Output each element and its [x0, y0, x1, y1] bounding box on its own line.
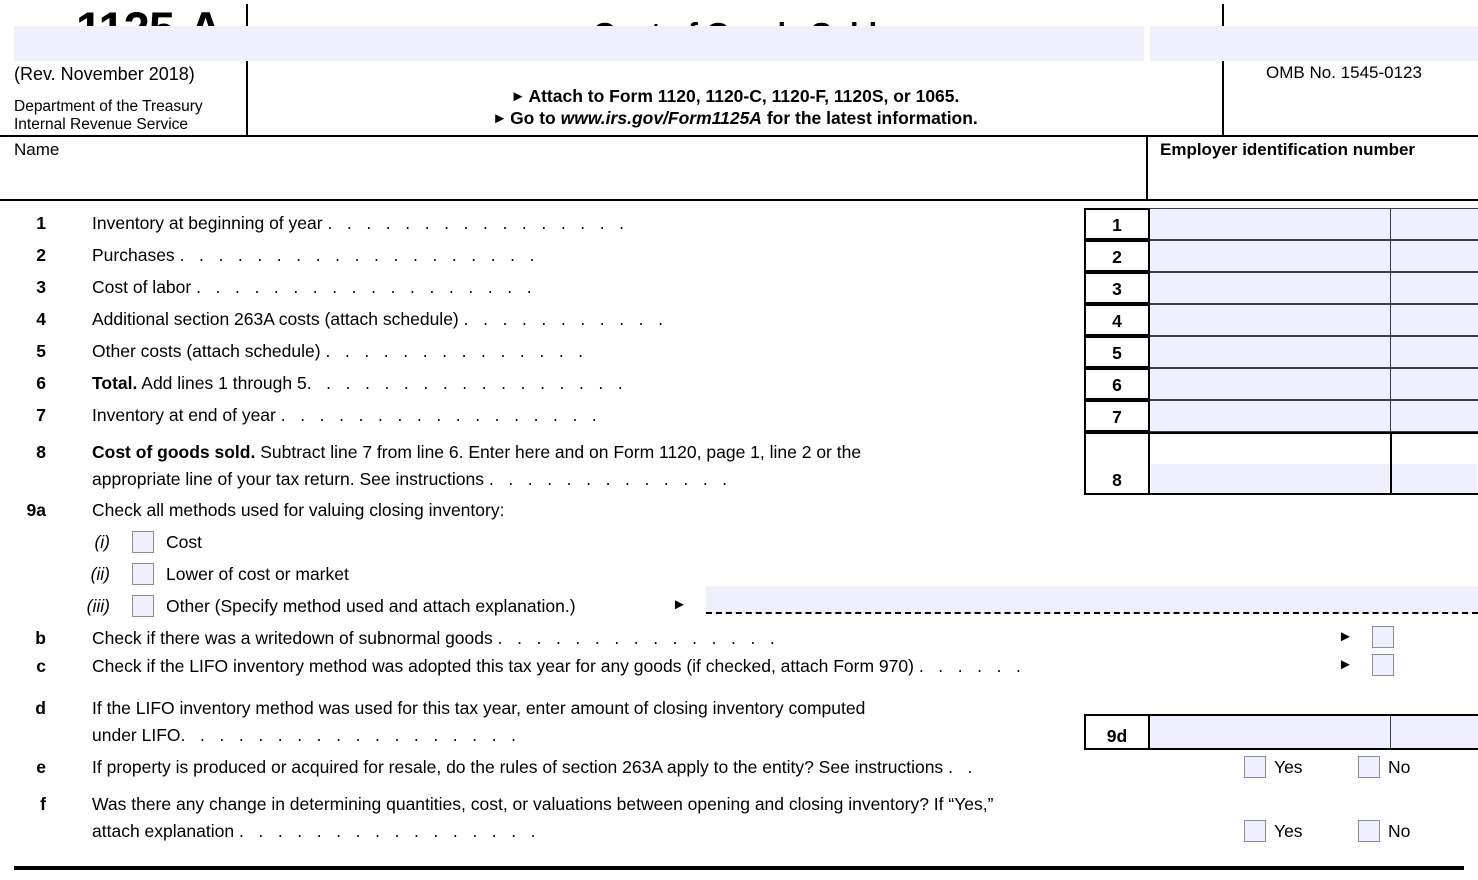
- amount-input-2[interactable]: [1150, 240, 1478, 272]
- goto-suffix: for the latest information.: [766, 108, 978, 128]
- goto-instruction: [250, 108, 1220, 129]
- amount-rownum-7: 7: [1084, 400, 1150, 432]
- line-text-2: [92, 245, 535, 266]
- department-block: [14, 98, 203, 134]
- line-number-4: 4: [36, 309, 46, 329]
- line-text-9a: Check all methods used for valuing closing inventory:: [92, 500, 505, 520]
- line-number-5: 5: [36, 341, 46, 361]
- amount-rownum-6: 6: [1084, 368, 1150, 400]
- line-label-4: Additional section 263A costs (attach schedule): [92, 309, 459, 329]
- omb-number: OMB No. 1545-0123: [1266, 63, 1422, 82]
- checkbox-263a-no[interactable]: [1358, 756, 1380, 778]
- cents-divider: [1390, 272, 1391, 304]
- amount-input-6[interactable]: [1150, 368, 1478, 400]
- checkbox-change-yes[interactable]: [1244, 820, 1266, 842]
- dot-leader: . . . . . . . . . . . . .: [488, 469, 728, 489]
- form-header: [0, 0, 1478, 137]
- line-number-9d: d: [35, 698, 46, 718]
- checkbox-other-method[interactable]: [132, 595, 154, 617]
- line-label-8-bold: Cost of goods sold.: [92, 442, 256, 462]
- line-text-9d-row2: [92, 725, 516, 746]
- amount-input-3[interactable]: [1150, 272, 1478, 304]
- line-label-1: Inventory at beginning of year: [92, 213, 323, 233]
- line-text-5: [92, 341, 583, 362]
- header-right-block: [1224, 0, 1478, 137]
- amount-rownum-9d: 9d: [1084, 714, 1150, 750]
- line-label-7: Inventory at end of year: [92, 405, 276, 425]
- line-text-9d-row1: If the LIFO inventory method was used for this tax year, enter amount of closing inventory computed: [92, 698, 866, 718]
- line-text-8-row1: [92, 442, 861, 463]
- department-line-2: Internal Revenue Service: [14, 115, 189, 133]
- dot-leader: . . . . . . . . . . . . . . . .: [327, 213, 625, 233]
- dot-leader: . . . . . . . . . . . . . . . . .: [306, 373, 623, 393]
- ein-label: Employer identification number: [1160, 140, 1416, 159]
- line-text-3: [92, 277, 532, 298]
- line-number-9e: e: [36, 757, 46, 777]
- amount-rownum-1: 1: [1084, 208, 1150, 240]
- dot-leader: . . . . . . . . . . . . . . . . .: [280, 405, 597, 425]
- dot-leader: . . . . . . . . . . . . . . . .: [238, 821, 536, 841]
- revision-date: (Rev. November 2018): [14, 64, 195, 84]
- dot-leader: . . . . . . . . . . .: [463, 309, 663, 329]
- cents-divider: [1390, 336, 1391, 368]
- line-text-9b: [92, 628, 775, 649]
- cents-divider: [1390, 240, 1391, 272]
- line-number-9a: 9a: [26, 500, 46, 520]
- ein-input[interactable]: [1150, 26, 1478, 61]
- dot-leader: . . . . . . . . . . . . . . . . . .: [196, 277, 532, 297]
- line-text-9f-row1: Was there any change in determining quantities, cost, or valuations between opening and closing inventory? If “Yes,”: [92, 794, 994, 814]
- line-number-1: 1: [36, 213, 46, 233]
- roman-label-ii: (ii): [90, 564, 110, 584]
- line-label-2: Purchases: [92, 245, 175, 265]
- checkbox-change-no[interactable]: [1358, 820, 1380, 842]
- dot-leader: . . . . . . . . . . . . . .: [325, 341, 584, 361]
- arrow-icon: ►: [1338, 656, 1353, 673]
- line-label-9c: Check if the LIFO inventory method was adopted this tax year for any goods (if checked, attach Form 970): [92, 656, 914, 676]
- dot-leader: . . . . . . . . . . . . . . . . . . .: [179, 245, 535, 265]
- arrow-icon: ►: [510, 88, 526, 105]
- checkbox-writedown-subnormal-goods[interactable]: [1372, 626, 1394, 648]
- attach-instruction-text: Attach to Form 1120, 1120-C, 1120-F, 1120S, or 1065.: [528, 86, 960, 106]
- line-text-8-row2: [92, 469, 727, 490]
- line-number-6: 6: [36, 373, 46, 393]
- dot-leader: . .: [948, 757, 973, 777]
- checkbox-label-change-no: No: [1388, 821, 1411, 841]
- line-number-9c: c: [36, 656, 46, 676]
- attach-instruction: [250, 86, 1220, 107]
- goto-url[interactable]: www.irs.gov/Form1125A: [560, 108, 762, 128]
- checkbox-263a-yes[interactable]: [1244, 756, 1266, 778]
- checkbox-label-change-yes: Yes: [1274, 821, 1303, 841]
- amount-rownum-3: 3: [1084, 272, 1150, 304]
- line-text-7: [92, 405, 597, 426]
- line-label-9f: attach explanation: [92, 821, 235, 841]
- cents-divider: [1390, 716, 1391, 748]
- dot-leader: . . . . . . . . . . . . . . . . . .: [180, 725, 517, 745]
- name-ein-divider: [1146, 137, 1148, 200]
- cents-divider: [1390, 368, 1391, 400]
- line-number-9f: f: [40, 794, 46, 814]
- arrow-icon: ►: [492, 110, 508, 127]
- amount-input-4[interactable]: [1150, 304, 1478, 336]
- line-label-3: Cost of labor: [92, 277, 192, 297]
- arrow-icon: ►: [1338, 628, 1353, 645]
- amount-rownum-2: 2: [1084, 240, 1150, 272]
- line-number-8: 8: [36, 442, 46, 462]
- other-method-specify-input[interactable]: [706, 586, 1478, 614]
- arrow-icon: ►: [672, 596, 687, 613]
- line-label-6: Add lines 1 through 5: [141, 373, 307, 393]
- line-label-6-bold: Total.: [92, 373, 138, 393]
- line-number-2: 2: [36, 245, 46, 265]
- line-text-9e: [92, 757, 972, 778]
- checkbox-lower-of-cost-or-market[interactable]: [132, 563, 154, 585]
- name-row-bottom-rule: [0, 199, 1478, 201]
- line-text-9c: [92, 656, 1021, 677]
- line-number-3: 3: [36, 277, 46, 297]
- header-left-block: [10, 0, 240, 137]
- header-center-block: [250, 0, 1220, 137]
- line-label-9e: If property is produced or acquired for resale, do the rules of section 263A apply to the entity? See instructions: [92, 757, 944, 777]
- line-label-8-part2: appropriate line of your tax return. See instructions: [92, 469, 485, 489]
- dot-leader: . . . . . . . . . . . . . . .: [497, 628, 775, 648]
- amount-input-1[interactable]: [1150, 208, 1478, 240]
- amount-rownum-5: 5: [1084, 336, 1150, 368]
- name-input[interactable]: [14, 26, 1144, 61]
- line-label-9d: under LIFO: [92, 725, 181, 745]
- line-text-4: [92, 309, 663, 330]
- line-text-1: [92, 213, 624, 234]
- line-label-9b: Check if there was a writedown of subnormal goods: [92, 628, 493, 648]
- name-row: [0, 137, 1478, 200]
- roman-label-iii: (iii): [86, 596, 110, 616]
- line-number-7: 7: [36, 405, 46, 425]
- line-number-9b: b: [35, 628, 46, 648]
- line-text-9f-row2: [92, 821, 536, 842]
- checkbox-label-other-method: Other (Specify method used and attach explanation.): [166, 596, 576, 616]
- cents-divider: [1390, 304, 1391, 336]
- line-label-8-part1: Subtract line 7 from line 6. Enter here and on Form 1120, page 1, line 2 or the: [260, 442, 862, 462]
- cents-divider: [1390, 208, 1391, 240]
- goto-prefix: Go to: [510, 108, 556, 128]
- dot-leader: . . . . . .: [918, 656, 1021, 676]
- department-line-1: Department of the Treasury: [14, 98, 203, 115]
- amount-rownum-4: 4: [1084, 304, 1150, 336]
- checkbox-lifo-adopted[interactable]: [1372, 654, 1394, 676]
- checkbox-label-lower-of-cost-or-market: Lower of cost or market: [166, 564, 349, 584]
- checkbox-label-263a-no: No: [1388, 757, 1411, 777]
- amount-rownum-8: 8: [1084, 432, 1150, 495]
- amount-input-7[interactable]: [1150, 400, 1478, 432]
- checkbox-label-cost: Cost: [166, 532, 202, 552]
- name-label: Name: [14, 140, 60, 159]
- line-label-5: Other costs (attach schedule): [92, 341, 321, 361]
- cents-divider: [1390, 432, 1392, 494]
- checkbox-label-263a-yes: Yes: [1274, 757, 1303, 777]
- cents-divider: [1390, 400, 1391, 432]
- footer-rule: [14, 866, 1464, 870]
- amount-input-9d[interactable]: [1150, 714, 1478, 750]
- amount-input-5[interactable]: [1150, 336, 1478, 368]
- line-text-6: [92, 373, 623, 394]
- roman-label-i: (i): [94, 532, 110, 552]
- header-divider-left: [246, 4, 248, 137]
- checkbox-cost[interactable]: [132, 531, 154, 553]
- amount-input-8[interactable]: [1151, 464, 1477, 493]
